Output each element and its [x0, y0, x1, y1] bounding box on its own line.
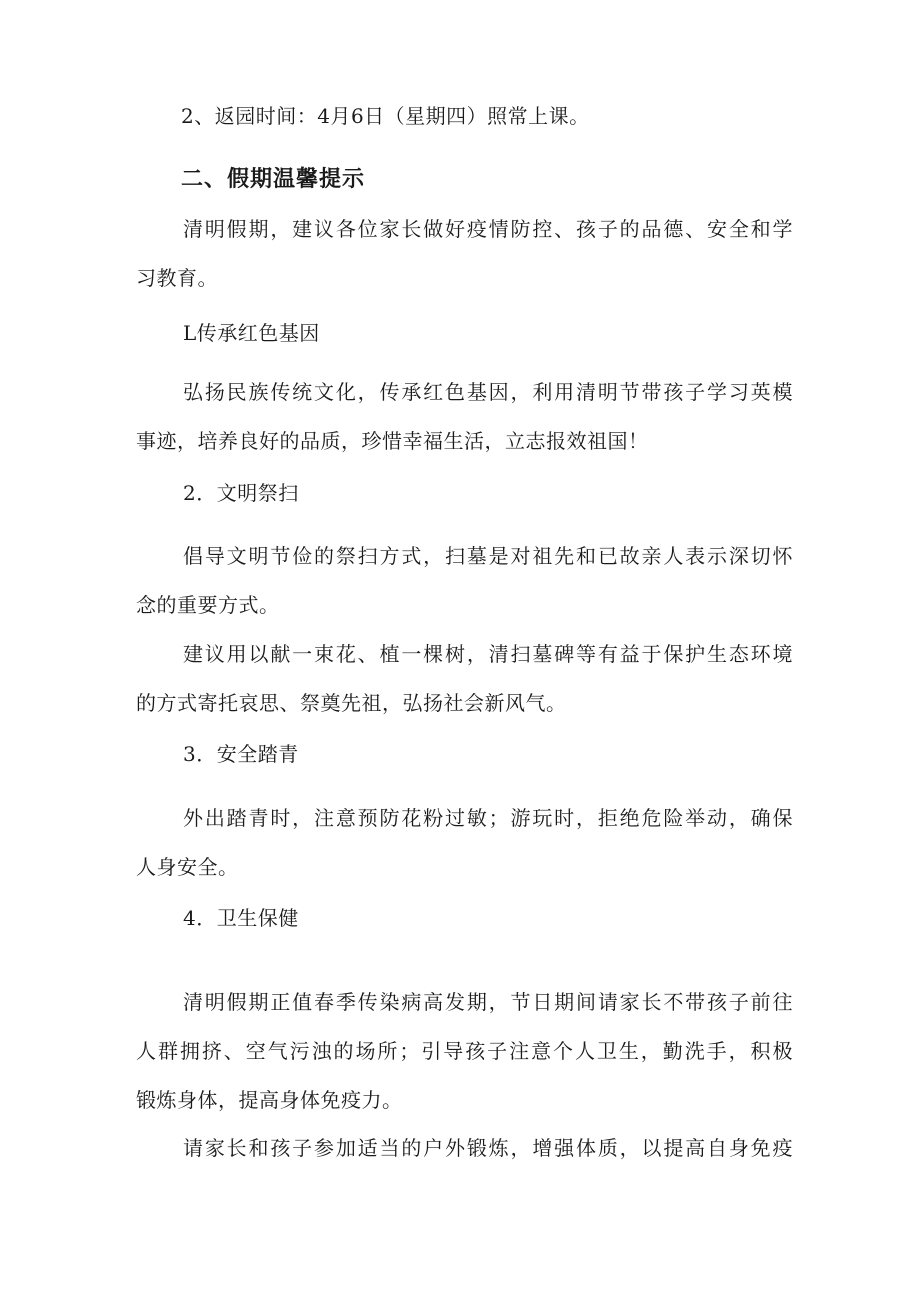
item4-title: 4．卫生保健 [183, 906, 299, 930]
item4-body-a-line-2: 人群拥挤、空气污浊的场所；引导孩子注意个人卫生，勤洗手，积极 [136, 1039, 793, 1063]
intro-line-1: 清明假期，建议各位家长做好疫情防控、孩子的品德、安全和学 [183, 217, 793, 241]
item2-body-b-line-2: 的方式寄托哀思、祭奠先祖，弘扬社会新风气。 [136, 691, 567, 715]
item3-body-line-2: 人身安全。 [136, 855, 239, 879]
item4-body-b-line-1: 请家长和孩子参加适当的户外锻炼，增强体质，以提高自身免疫 [183, 1136, 793, 1160]
item2-body-a-line-1: 倡导文明节俭的祭扫方式，扫墓是对祖先和已故亲人表示深切怀 [183, 544, 793, 568]
item3-title: 3．安全踏青 [183, 742, 299, 766]
item1-title: L传承红色基因 [183, 321, 320, 345]
item4-body-a-line-3: 锻炼身体，提高身体免疫力。 [136, 1088, 403, 1112]
section-heading: 二、假期温馨提示 [181, 167, 366, 192]
item1-body-line-1: 弘扬民族传统文化，传承红色基因，利用清明节带孩子学习英模 [183, 380, 793, 404]
item2-body-b-line-1: 建议用以献一束花、植一棵树，清扫墓碑等有益于保护生态环境 [183, 642, 793, 666]
return-time-line: 2、返园时间：4月6日（星期四）照常上课。 [181, 104, 590, 128]
item2-title: 2．文明祭扫 [183, 481, 299, 505]
item3-body-line-1: 外出踏青时，注意预防花粉过敏；游玩时，拒绝危险举动，确保 [183, 806, 793, 830]
item1-body-line-2: 事迹，培养良好的品质，珍惜幸福生活，立志报效祖国！ [136, 429, 649, 453]
item2-body-a-line-2: 念的重要方式。 [136, 593, 280, 617]
intro-line-2: 习教育。 [136, 266, 218, 290]
item4-body-a-line-1: 清明假期正值春季传染病高发期，节日期间请家长不带孩子前往 [183, 990, 793, 1014]
